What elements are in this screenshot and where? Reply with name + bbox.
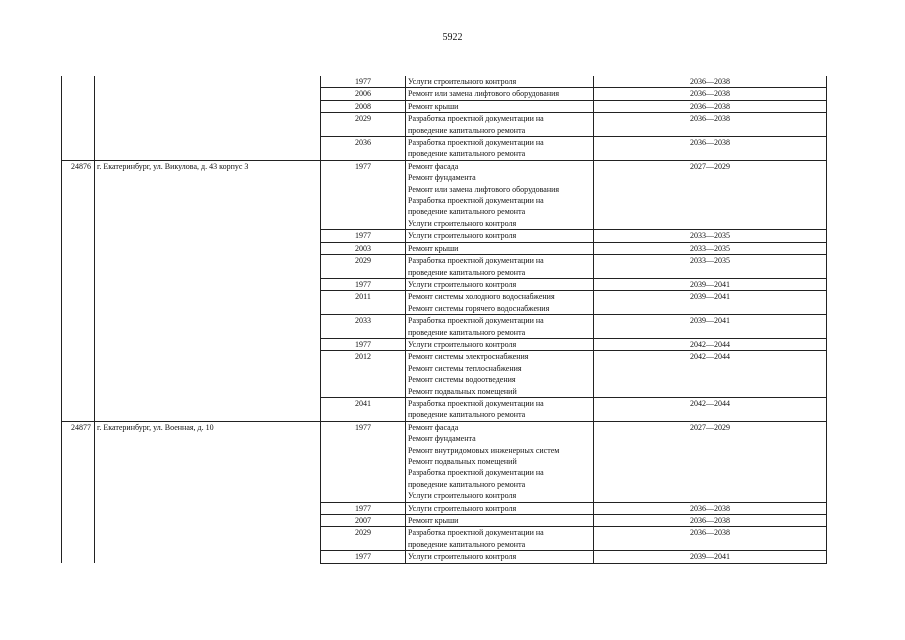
works-cell (406, 230, 594, 242)
work-item: Ремонт фасада (408, 422, 459, 432)
work-item: Разработка проектной документации на (408, 468, 544, 478)
work-item: Услуги строительного контроля (408, 279, 517, 289)
works-cell (406, 515, 594, 527)
work-item: проведение капитального ремонта (408, 267, 526, 277)
year-cell: 1977 (321, 338, 406, 350)
works-cell (406, 255, 594, 279)
period-cell: 2033—2035 (594, 255, 827, 279)
works-cell (406, 527, 594, 551)
work-item: Ремонт системы горячего водоснабжения (408, 303, 550, 313)
works-cell (406, 100, 594, 112)
work-item: Услуги строительного контроля (408, 218, 517, 228)
building-address-cell (95, 76, 321, 160)
year-cell: 2029 (321, 255, 406, 279)
year-cell: 1977 (321, 278, 406, 290)
work-item: Ремонт крыши (408, 516, 459, 526)
work-item: проведение капитального ремонта (408, 327, 526, 337)
work-item: Ремонт фундамента (408, 434, 476, 444)
year-cell: 1977 (321, 502, 406, 514)
period-cell: 2039—2041 (594, 315, 827, 339)
year-cell: 1977 (321, 160, 406, 229)
building-address-cell: г. Екатеринбург, ул. Викулова, д. 43 корпус 3 (95, 160, 321, 421)
works-cell (406, 397, 594, 421)
period-cell: 2036—2038 (594, 113, 827, 137)
work-item: Услуги строительного контроля (408, 231, 517, 241)
year-cell: 2003 (321, 242, 406, 254)
work-item: Ремонт подвальных помещений (408, 386, 517, 396)
work-item: Ремонт подвальных помещений (408, 457, 517, 466)
period-cell: 2033—2035 (594, 242, 827, 254)
table-body (62, 76, 827, 563)
year-cell: 1977 (321, 76, 406, 88)
year-cell: 2033 (321, 315, 406, 339)
year-cell: 1977 (321, 551, 406, 563)
work-item: Разработка проектной документации на (408, 256, 544, 266)
works-cell (406, 291, 594, 315)
work-item: проведение капитального ремонта (408, 479, 526, 489)
work-item: Разработка проектной документации на (408, 398, 544, 408)
work-item: проведение капитального ремонта (408, 149, 526, 159)
work-item: проведение капитального ремонта (408, 410, 526, 420)
work-item: Услуги строительного контроля (408, 77, 517, 86)
work-item: Разработка проектной документации на (408, 196, 544, 206)
works-cell (406, 76, 594, 88)
year-cell: 2011 (321, 291, 406, 315)
work-item: Ремонт крыши (408, 243, 459, 253)
building-id-cell: 24876 (62, 160, 95, 421)
work-item: Ремонт системы водоотведения (408, 375, 516, 385)
year-cell: 2006 (321, 88, 406, 100)
building-address-cell: г. Екатеринбург, ул. Военная, д. 10 (95, 421, 321, 563)
year-cell: 2012 (321, 351, 406, 398)
works-cell (406, 278, 594, 290)
table-row (62, 421, 827, 502)
period-cell: 2039—2041 (594, 551, 827, 563)
works-cell (406, 242, 594, 254)
year-cell: 2029 (321, 527, 406, 551)
work-item: Услуги строительного контроля (408, 491, 517, 501)
page-number: 5922 (442, 32, 463, 43)
work-item: проведение капитального ремонта (408, 125, 526, 135)
works-cell (406, 551, 594, 563)
works-cell (406, 88, 594, 100)
work-item: Услуги строительного контроля (408, 552, 517, 562)
works-cell (406, 421, 594, 502)
work-item: проведение капитального ремонта (408, 539, 526, 549)
year-cell: 2007 (321, 515, 406, 527)
work-item: Услуги строительного контроля (408, 503, 517, 513)
work-item: Разработка проектной документации на (408, 528, 544, 538)
works-cell (406, 315, 594, 339)
period-cell: 2036—2038 (594, 100, 827, 112)
work-item: Разработка проектной документации на (408, 316, 544, 326)
period-cell: 2033—2035 (594, 230, 827, 242)
work-item: Разработка проектной документации на (408, 138, 544, 148)
period-cell: 2036—2038 (594, 527, 827, 551)
works-cell (406, 502, 594, 514)
work-item: Услуги строительного контроля (408, 339, 517, 349)
work-item: Ремонт крыши (408, 101, 459, 111)
period-cell: 2027—2029 (594, 421, 827, 502)
works-cell (406, 113, 594, 137)
work-item: Ремонт системы электроснабжения (408, 352, 529, 362)
period-cell: 2042—2044 (594, 397, 827, 421)
work-item: Ремонт системы холодного водоснабжения (408, 292, 555, 302)
period-cell: 2039—2041 (594, 291, 827, 315)
period-cell: 2036—2038 (594, 502, 827, 514)
year-cell: 2008 (321, 100, 406, 112)
period-cell: 2027—2029 (594, 160, 827, 229)
work-item: Ремонт или замена лифтового оборудования (408, 89, 560, 99)
year-cell: 1977 (321, 230, 406, 242)
period-cell: 2036—2038 (594, 88, 827, 100)
work-item: Ремонт фасада (408, 161, 459, 171)
works-cell (406, 351, 594, 398)
work-item: проведение капитального ремонта (408, 207, 526, 217)
period-cell: 2042—2044 (594, 351, 827, 398)
building-id-cell (62, 76, 95, 160)
work-item: Ремонт внутридомовых инженерных систем (408, 445, 560, 455)
period-cell: 2036—2038 (594, 76, 827, 88)
table-row (62, 76, 827, 88)
year-cell: 2029 (321, 113, 406, 137)
work-item: Ремонт или замена лифтового оборудования (408, 184, 560, 194)
works-cell (406, 338, 594, 350)
work-item: Ремонт системы теплоснабжения (408, 363, 522, 373)
works-cell (406, 137, 594, 161)
period-cell: 2036—2038 (594, 515, 827, 527)
year-cell: 2036 (321, 137, 406, 161)
works-cell (406, 160, 594, 229)
period-cell: 2042—2044 (594, 338, 827, 350)
year-cell: 1977 (321, 421, 406, 502)
year-cell: 2041 (321, 397, 406, 421)
period-cell: 2039—2041 (594, 278, 827, 290)
capital-repair-table (61, 76, 827, 564)
work-item: Разработка проектной документации на (408, 114, 544, 124)
table-row (62, 160, 827, 229)
building-id-cell: 24877 (62, 421, 95, 563)
period-cell: 2036—2038 (594, 137, 827, 161)
work-item: Ремонт фундамента (408, 173, 476, 183)
